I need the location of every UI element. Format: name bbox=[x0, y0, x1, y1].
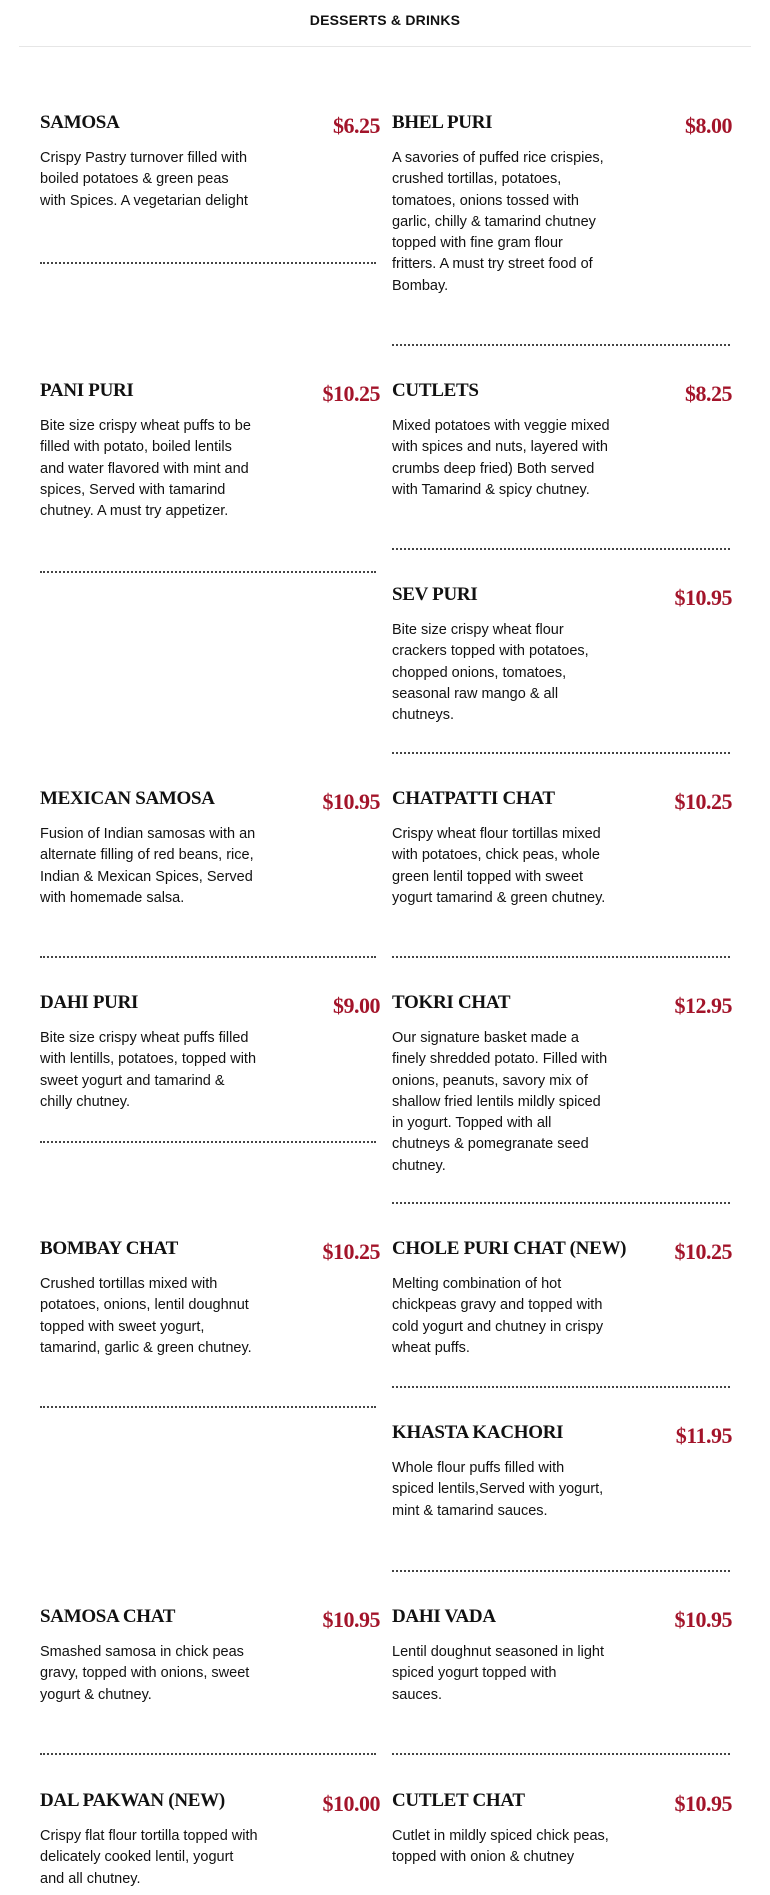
item-description: Bite size crispy wheat flour crackers topped with potatoes, chopped onions, tomatoes, seasonal raw mango & all chutneys. bbox=[392, 622, 589, 724]
dotted-divider bbox=[392, 752, 730, 754]
item-price: $10.25 bbox=[674, 1239, 732, 1264]
item-price: $10.95 bbox=[322, 1607, 380, 1632]
item-description: Lentil doughnut seasoned in light spiced yogurt topped with sauces. bbox=[392, 1644, 605, 1703]
item-description: Melting combination of hot chickpeas gravy and topped with cold yogurt and chutney in crispy wheat puffs. bbox=[392, 1276, 604, 1356]
item-name: BHEL PURI bbox=[392, 112, 493, 133]
dotted-divider bbox=[392, 956, 730, 958]
item-price: $10.00 bbox=[322, 1791, 380, 1816]
item-name: CUTLET CHAT bbox=[392, 1790, 525, 1811]
page-title: DESSERTS & DRINKS bbox=[309, 12, 461, 28]
item-name: SAMOSA bbox=[40, 112, 120, 133]
item-name: PANI PURI bbox=[40, 380, 134, 401]
top-bar bbox=[19, 0, 751, 47]
item-name: SAMOSA CHAT bbox=[40, 1606, 176, 1627]
item-price: $11.95 bbox=[675, 1423, 732, 1448]
item-price: $10.95 bbox=[674, 585, 732, 610]
item-price: $10.95 bbox=[322, 789, 380, 814]
item-name: DAHI PURI bbox=[40, 992, 139, 1013]
item-description: Crispy Pastry turnover filled with boiled potatoes & green peas with Spices. A vegetarian delight bbox=[40, 150, 248, 209]
dotted-divider bbox=[392, 1570, 730, 1572]
item-price: $10.25 bbox=[322, 1239, 380, 1264]
item-name: CHOLE PURI CHAT (NEW) bbox=[392, 1238, 627, 1259]
item-name: TOKRI CHAT bbox=[392, 992, 511, 1013]
item-name: SEV PURI bbox=[392, 584, 478, 605]
item-price: $6.25 bbox=[333, 113, 380, 138]
item-description: Crispy wheat flour tortillas mixed with potatoes, chick peas, whole green lentil topped with sweet yogurt tamarind & green chutney. bbox=[392, 826, 606, 906]
dotted-divider bbox=[392, 548, 730, 550]
dotted-divider bbox=[40, 1141, 376, 1143]
item-name: KHASTA KACHORI bbox=[392, 1422, 564, 1443]
item-name: BOMBAY CHAT bbox=[40, 1238, 178, 1259]
dotted-divider bbox=[40, 1753, 376, 1755]
item-description: Smashed samosa in chick peas gravy, topped with onions, sweet yogurt & chutney. bbox=[40, 1644, 250, 1703]
dotted-divider bbox=[40, 1406, 376, 1408]
item-description: Crispy flat flour tortilla topped with delicately cooked lentil, yogurt and all chutney. bbox=[40, 1828, 258, 1887]
dotted-divider bbox=[392, 1753, 730, 1755]
item-price: $10.25 bbox=[322, 381, 380, 406]
item-price: $8.25 bbox=[685, 381, 732, 406]
item-description: Our signature basket made a finely shredded potato. Filled with onions, peanuts, savory mix of shallow fried lentils mildly spiced in yogurt. Topped with all chutneys & pomegranate seed chutney. bbox=[392, 1030, 608, 1174]
item-name: DAL PAKWAN (NEW) bbox=[40, 1790, 225, 1811]
item-price: $9.00 bbox=[333, 993, 380, 1018]
item-price: $10.95 bbox=[674, 1607, 732, 1632]
item-price: $10.25 bbox=[674, 789, 732, 814]
item-description: Bite size crispy wheat puffs filled with lentills, potatoes, topped with sweet yogurt and tamarind & chilly chutney. bbox=[40, 1030, 257, 1110]
dotted-divider bbox=[40, 571, 376, 573]
item-name: CHATPATTI CHAT bbox=[392, 788, 555, 809]
item-name: DAHI VADA bbox=[392, 1606, 496, 1627]
item-description: Cutlet in mildly spiced chick peas, topped with onion & chutney bbox=[392, 1828, 609, 1866]
item-description: Crushed tortillas mixed with potatoes, onions, lentil doughnut topped with sweet yogurt, tamarind, garlic & green chutney. bbox=[40, 1276, 252, 1356]
item-description: Whole flour puffs filled with spiced lentils,Served with yogurt, mint & tamarind sauces. bbox=[392, 1460, 604, 1519]
dotted-divider bbox=[40, 262, 376, 264]
item-price: $8.00 bbox=[685, 113, 732, 138]
dotted-divider bbox=[392, 1386, 730, 1388]
item-description: Bite size crispy wheat puffs to be filled with potato, boiled lentils and water flavored with mint and spices, Served with tamarind chutney. A must try appetizer. bbox=[40, 418, 251, 520]
dotted-divider bbox=[392, 1202, 730, 1204]
item-description: Fusion of Indian samosas with an alternate filling of red beans, rice, Indian & Mexican Spices, Served with homemade salsa. bbox=[40, 826, 256, 906]
item-name: CUTLETS bbox=[392, 380, 479, 401]
item-price: $10.95 bbox=[674, 1791, 732, 1816]
item-price: $12.95 bbox=[674, 993, 732, 1018]
item-description: A savories of puffed rice crispies, crushed tortillas, potatoes, tomatoes, onions tossed with garlic, chilly & tamarind chutney topped with fine gram flour fritters. A must try street food of Bombay. bbox=[392, 150, 604, 294]
dotted-divider bbox=[40, 956, 376, 958]
item-description: Mixed potatoes with veggie mixed with spices and nuts, layered with crumbs deep fried) Both served with Tamarind & spicy chutney. bbox=[392, 418, 610, 498]
dotted-divider bbox=[392, 344, 730, 346]
item-name: MEXICAN SAMOSA bbox=[40, 788, 215, 809]
